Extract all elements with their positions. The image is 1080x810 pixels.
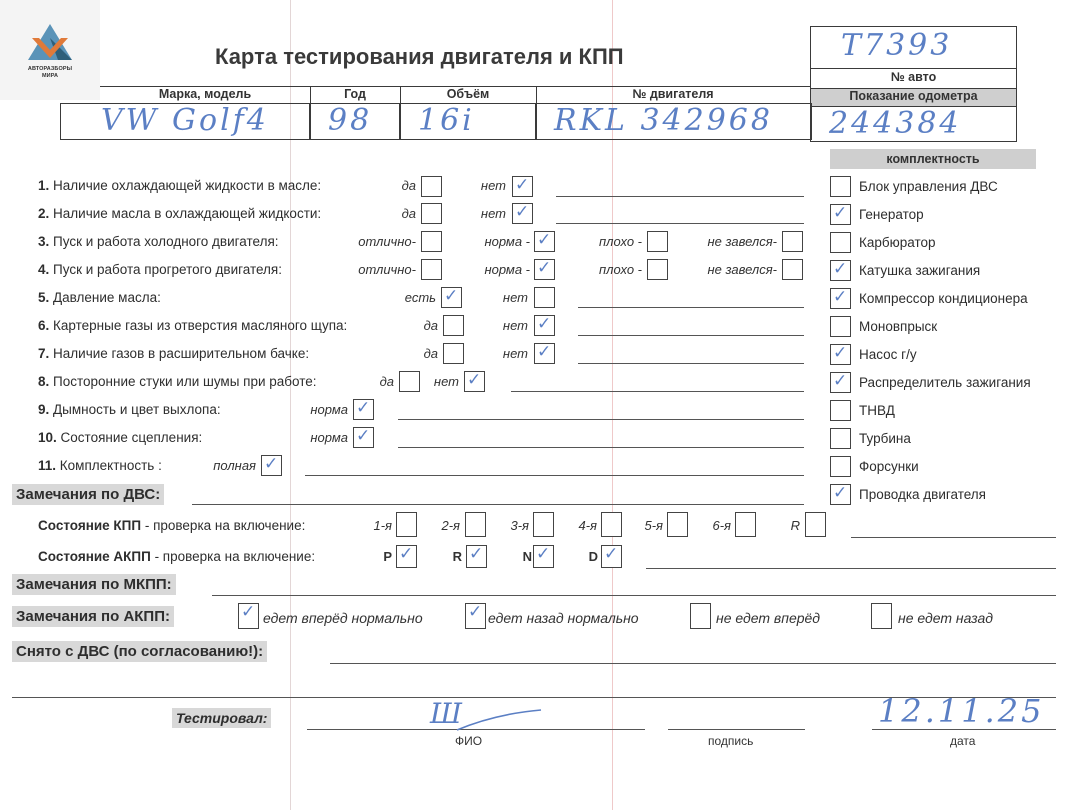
checkbox-11-full[interactable] <box>261 455 282 476</box>
completeness-checkbox-ignition-coil[interactable] <box>830 260 851 281</box>
gear-label: R <box>790 518 800 533</box>
odometer-field[interactable] <box>810 106 1017 142</box>
akpp-checkbox-r[interactable] <box>466 545 487 568</box>
akpp-option-label: не едет назад <box>898 610 993 626</box>
check-mark-icon: ✓ <box>515 202 530 222</box>
gear-checkbox-6[interactable] <box>735 512 756 537</box>
completeness-checkbox-mono-injection[interactable] <box>830 316 851 337</box>
removed-parts-line[interactable] <box>330 663 1056 664</box>
check-row-3: 3. Пуск и работа холодного двигателя: <box>38 234 279 249</box>
option-label: отлично- <box>358 234 416 249</box>
column-header-volume: Объём <box>446 87 490 101</box>
check-mark-icon: ✓ <box>399 544 414 564</box>
check-mark-icon: ✓ <box>833 287 848 307</box>
check-row-7: 7. Наличие газов в расширительном бачке: <box>38 346 310 361</box>
gear-label: 2-я <box>441 518 460 533</box>
check-mark-icon: ✓ <box>833 343 848 363</box>
completeness-label: Блок управления ДВС <box>859 179 998 194</box>
checkbox-8-no[interactable] <box>464 371 485 392</box>
gear-checkbox-3[interactable] <box>533 512 554 537</box>
completeness-checkbox-ac-compressor[interactable] <box>830 288 851 309</box>
logo-text: АВТОРАЗБОРЫ <box>27 66 73 72</box>
completeness-label: Моновпрыск <box>859 319 938 334</box>
option-label: норма - <box>484 262 530 277</box>
check-row-8: 8. Посторонние стуки или шумы при работе: <box>38 374 317 389</box>
check-row-11: 11. Комплектность : <box>38 458 162 473</box>
completeness-checkbox-wiring[interactable] <box>830 484 851 505</box>
gear-label: N <box>522 549 532 564</box>
gear-checkbox-2[interactable] <box>465 512 486 537</box>
completeness-label: Карбюратор <box>859 235 936 250</box>
option-label: нет <box>480 206 506 221</box>
gear-label: 1-я <box>373 518 392 533</box>
gear-checkbox-4[interactable] <box>601 512 622 537</box>
check-row-1: 1. Наличие охлаждающей жидкости в масле: <box>38 178 322 193</box>
completeness-checkbox-injection-pump[interactable] <box>830 400 851 421</box>
car-number-value: T7393 <box>841 28 953 63</box>
option-label: норма - <box>484 234 530 249</box>
gear-checkbox-1[interactable] <box>396 512 417 537</box>
signature-field[interactable] <box>668 729 805 730</box>
completeness-label: Распределитель зажигания <box>859 375 1031 390</box>
mkpp-remarks-label: Замечания по МКПП: <box>12 574 176 595</box>
check-mark-icon: ✓ <box>536 544 551 564</box>
notes-line[interactable] <box>511 391 804 392</box>
car-number-label: № авто <box>810 68 1017 89</box>
akpp-checkbox-d[interactable] <box>601 545 622 568</box>
notes-line[interactable] <box>556 223 804 224</box>
option-label: нет <box>480 178 506 193</box>
check-mark-icon: ✓ <box>833 371 848 391</box>
completeness-checkbox-injectors[interactable] <box>830 456 851 477</box>
logo <box>0 0 100 100</box>
gear-label: P <box>383 549 392 564</box>
completeness-label: Турбина <box>859 431 911 446</box>
volume-value: 16i <box>418 103 475 138</box>
car-number-field[interactable] <box>810 26 1017 69</box>
check-mark-icon: ✓ <box>604 544 619 564</box>
name-caption: ФИО <box>455 734 483 748</box>
model-value: VW Golf4 <box>101 103 269 138</box>
akpp-no-reverse-checkbox[interactable] <box>871 603 892 629</box>
engine-number-value: RKL 342968 <box>554 103 773 138</box>
check-label: Посторонние стуки или шумы при работе: <box>53 374 317 389</box>
check-mark-icon: ✓ <box>537 258 552 278</box>
gear-label: R <box>452 549 462 564</box>
notes-line[interactable] <box>578 363 804 364</box>
check-row-10: 10. Состояние сцепления: <box>38 430 203 445</box>
completeness-checkbox-turbo[interactable] <box>830 428 851 449</box>
column-header-model: Марка, модель <box>158 87 252 101</box>
checkbox-3-normal[interactable] <box>534 231 555 252</box>
option-label: есть <box>404 290 436 305</box>
engine-number-field[interactable] <box>535 103 812 140</box>
odometer-label: Показание одометра <box>810 88 1017 107</box>
check-row-6: 6. Картерные газы из отверстия масляного щупа: <box>38 318 348 333</box>
date-value: 12.11.25 <box>878 692 1045 730</box>
check-label: Наличие масла в охлаждающей жидкости: <box>53 206 322 221</box>
check-mark-icon: ✓ <box>537 342 552 362</box>
checkbox-1-yes[interactable] <box>421 176 442 197</box>
checkbox-4-bad[interactable] <box>647 259 668 280</box>
checkbox-3-bad[interactable] <box>647 231 668 252</box>
akpp-option-label: не едет вперёд <box>716 610 821 626</box>
year-field[interactable] <box>309 103 401 140</box>
option-label: да <box>401 206 416 221</box>
checkbox-7-yes[interactable] <box>443 343 464 364</box>
column-header-engine-number: № двигателя <box>632 87 714 101</box>
option-label: да <box>379 374 394 389</box>
option-label: отлично- <box>358 262 416 277</box>
completeness-checkbox-generator[interactable] <box>830 204 851 225</box>
checkbox-2-no[interactable] <box>512 203 533 224</box>
check-label: Картерные газы из отверстия масляного щупа: <box>53 318 348 333</box>
check-row-4: 4. Пуск и работа прогретого двигателя: <box>38 262 282 277</box>
engine-remarks-line[interactable] <box>192 504 804 505</box>
checkbox-3-no-start[interactable] <box>782 231 803 252</box>
check-mark-icon: ✓ <box>515 175 530 195</box>
checkbox-2-yes[interactable] <box>421 203 442 224</box>
check-mark-icon: ✓ <box>833 483 848 503</box>
check-mark-icon: ✓ <box>833 259 848 279</box>
akpp-remarks-label: Замечания по АКПП: <box>12 606 174 627</box>
model-field[interactable] <box>60 103 311 140</box>
akpp-option-label: едет назад нормально <box>488 610 639 626</box>
column-header-year: Год <box>344 87 366 101</box>
removed-parts-label: Снято с ДВС (по согласованию!): <box>12 641 267 662</box>
tested-by-label: Тестировал: <box>172 708 271 728</box>
check-label: Пуск и работа прогретого двигателя: <box>53 262 282 277</box>
check-mark-icon: ✓ <box>537 314 552 334</box>
check-mark-icon: ✓ <box>467 370 482 390</box>
completeness-label: Насос г/у <box>859 347 917 362</box>
option-label: да <box>423 318 438 333</box>
check-row-5: 5. Давление масла: <box>38 290 161 305</box>
auto-gearbox-notes-line[interactable] <box>646 568 1056 569</box>
check-label: Состояние сцепления: <box>60 430 203 445</box>
engine-remarks-label: Замечания по ДВС: <box>12 484 164 505</box>
checkbox-5-yes[interactable] <box>441 287 462 308</box>
checkbox-10-normal[interactable] <box>353 427 374 448</box>
checkbox-4-normal[interactable] <box>534 259 555 280</box>
option-label: полная <box>213 458 256 473</box>
option-label: да <box>423 346 438 361</box>
completeness-checkbox-ecu[interactable] <box>830 176 851 197</box>
check-mark-icon: ✓ <box>356 398 371 418</box>
year-value: 98 <box>328 103 373 138</box>
gear-label: D <box>588 549 598 564</box>
completeness-label: Форсунки <box>859 459 919 474</box>
logo-text: МИРА <box>41 73 59 79</box>
volume-field[interactable] <box>399 103 537 140</box>
completeness-label: Катушка зажигания <box>859 263 981 278</box>
checkbox-7-no[interactable] <box>534 343 555 364</box>
manual-gearbox-label: Состояние КПП - проверка на включение: <box>38 518 306 533</box>
check-label: Давление масла: <box>53 290 161 305</box>
check-mark-icon: ✓ <box>468 602 483 622</box>
notes-line[interactable] <box>398 447 804 448</box>
check-mark-icon: ✓ <box>444 286 459 306</box>
check-mark-icon: ✓ <box>469 544 484 564</box>
akpp-checkbox-p[interactable] <box>396 545 417 568</box>
option-label: да <box>401 178 416 193</box>
option-label: нет <box>433 374 459 389</box>
gear-checkbox-reverse[interactable] <box>805 512 826 537</box>
checkbox-3-excellent[interactable] <box>421 231 442 252</box>
odometer-value: 244384 <box>829 106 962 141</box>
checkbox-5-no[interactable] <box>534 287 555 308</box>
option-label: нет <box>502 290 528 305</box>
completeness-title: комплектность <box>830 149 1036 169</box>
check-mark-icon: ✓ <box>356 426 371 446</box>
completeness-label: Проводка двигателя <box>859 487 986 502</box>
checkbox-9-normal[interactable] <box>353 399 374 420</box>
option-label: не завелся- <box>707 234 777 249</box>
completeness-label: Компрессор кондиционера <box>859 291 1028 306</box>
checkbox-8-yes[interactable] <box>399 371 420 392</box>
signature-stroke-icon <box>455 708 545 732</box>
check-label: Пуск и работа холодного двигателя: <box>53 234 279 249</box>
check-label: Наличие газов в расширительном бачке: <box>53 346 310 361</box>
gear-label: 5-я <box>644 518 663 533</box>
gear-label: 6-я <box>712 518 731 533</box>
completeness-checkbox-carburetor[interactable] <box>830 232 851 253</box>
mkpp-remarks-line[interactable] <box>212 595 1056 596</box>
akpp-forward-ok-checkbox[interactable] <box>238 603 259 629</box>
check-row-2: 2. Наличие масла в охлаждающей жидкости: <box>38 206 322 221</box>
check-mark-icon: ✓ <box>537 230 552 250</box>
completeness-label: Генератор <box>859 207 924 222</box>
name-value: Ш <box>430 697 465 730</box>
completeness-label: ТНВД <box>859 403 895 418</box>
option-label: не завелся- <box>707 262 777 277</box>
notes-line[interactable] <box>578 307 804 308</box>
option-label: нет <box>502 346 528 361</box>
option-label: плохо - <box>599 262 642 277</box>
checkbox-4-excellent[interactable] <box>421 259 442 280</box>
check-mark-icon: ✓ <box>833 203 848 223</box>
gear-label: 4-я <box>578 518 597 533</box>
check-row-9: 9. Дымность и цвет выхлопа: <box>38 402 221 417</box>
checkbox-6-no[interactable] <box>534 315 555 336</box>
notes-line[interactable] <box>305 475 804 476</box>
checkbox-4-no-start[interactable] <box>782 259 803 280</box>
date-caption: дата <box>950 734 976 748</box>
akpp-no-forward-checkbox[interactable] <box>690 603 711 629</box>
akpp-checkbox-n[interactable] <box>533 545 554 568</box>
akpp-option-label: едет вперёд нормально <box>263 610 423 626</box>
notes-line[interactable] <box>398 419 804 420</box>
gear-checkbox-5[interactable] <box>667 512 688 537</box>
page-title: Карта тестирования двигателя и КПП <box>215 44 624 69</box>
check-label: Дымность и цвет выхлопа: <box>53 402 221 417</box>
akpp-reverse-ok-checkbox[interactable] <box>465 603 486 629</box>
checkbox-6-yes[interactable] <box>443 315 464 336</box>
check-label: Комплектность : <box>59 458 162 473</box>
option-label: норма <box>310 430 348 445</box>
auto-gearbox-label: Состояние АКПП - проверка на включение: <box>38 549 316 564</box>
notes-line[interactable] <box>578 335 804 336</box>
notes-line[interactable] <box>556 196 804 197</box>
checkbox-1-no[interactable] <box>512 176 533 197</box>
gear-label: 3-я <box>510 518 529 533</box>
logo-mountain-icon <box>28 24 72 64</box>
signature-caption: подпись <box>708 734 754 748</box>
completeness-checkbox-ps-pump[interactable] <box>830 344 851 365</box>
option-label: норма <box>310 402 348 417</box>
completeness-checkbox-distributor[interactable] <box>830 372 851 393</box>
check-mark-icon: ✓ <box>264 454 279 474</box>
check-label: Наличие охлаждающей жидкости в масле: <box>53 178 322 193</box>
option-label: нет <box>502 318 528 333</box>
option-label: плохо - <box>599 234 642 249</box>
check-mark-icon: ✓ <box>241 602 256 622</box>
manual-gearbox-notes-line[interactable] <box>851 537 1056 538</box>
